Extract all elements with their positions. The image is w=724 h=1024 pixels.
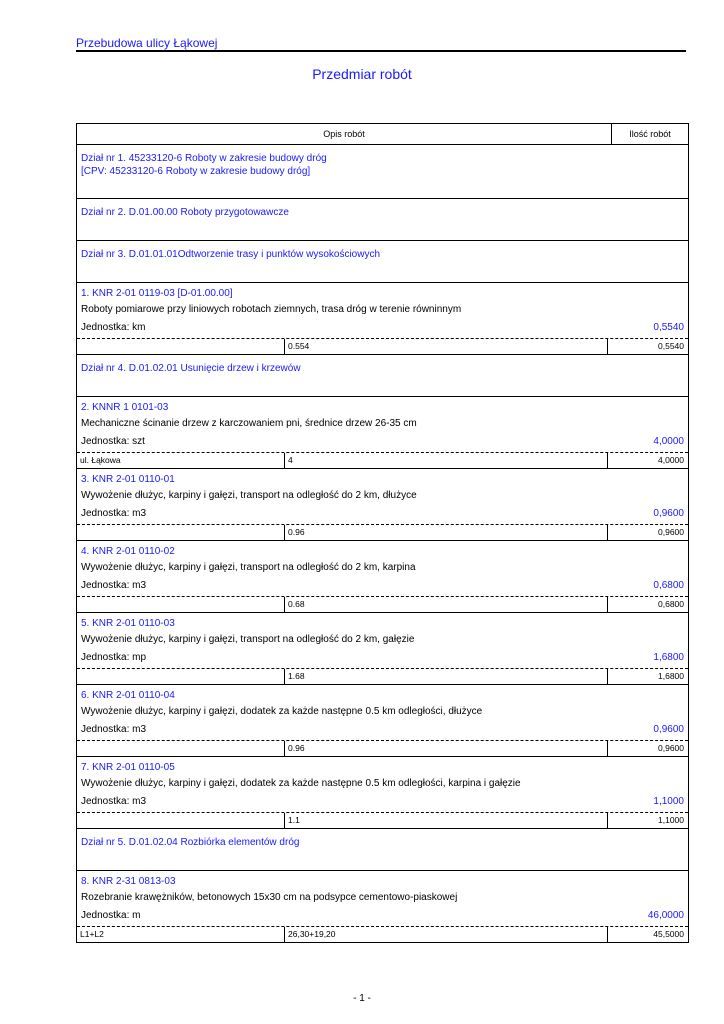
- calculation-row: [77, 813, 688, 828]
- calculation-row: [77, 597, 688, 612]
- calc-location: [77, 669, 285, 684]
- section-heading-line: Dział nr 2. D.01.00.00 Roboty przygotowawcze: [81, 207, 289, 218]
- header-divider: [76, 50, 686, 52]
- item-description: Roboty pomiarowe przy liniowych robotach ziemnych, trasa dróg w terenie równinnym: [81, 304, 462, 315]
- calculation-row: [77, 669, 688, 684]
- work-item: [77, 757, 688, 829]
- calc-location: [77, 339, 285, 354]
- section-heading-line: Dział nr 1. 45233120-6 Roboty w zakresie budowy dróg: [81, 153, 327, 164]
- item-unit: Jednostka: m3: [81, 796, 147, 807]
- calc-location: [77, 813, 285, 828]
- work-item: [77, 613, 688, 685]
- calc-location: [77, 741, 285, 756]
- item-unit-row: [77, 722, 688, 741]
- item-quantity: 1,6800: [653, 652, 684, 663]
- item-code: 5. KNR 2-01 0110-03: [81, 618, 175, 629]
- calc-result: 1,1000: [658, 815, 684, 825]
- item-unit-row: [77, 506, 688, 525]
- item-unit: Jednostka: m: [81, 910, 141, 921]
- work-item: [77, 397, 688, 469]
- work-item: [77, 871, 688, 943]
- calc-result: 45,5000: [653, 929, 684, 939]
- item-quantity: 0,9600: [653, 724, 684, 735]
- document-title: Przedmiar robót: [312, 66, 412, 82]
- work-item: [77, 541, 688, 613]
- calc-formula: 1.68: [285, 669, 608, 684]
- calculation-row: [77, 741, 688, 756]
- item-unit-row: [77, 320, 688, 339]
- section-heading-line: Dział nr 5. D.01.02.04 Rozbiórka elementów dróg: [81, 837, 300, 848]
- item-unit-row: [77, 578, 688, 597]
- item-quantity: 46,0000: [647, 910, 684, 921]
- project-title: Przebudowa ulicy Łąkowej: [76, 36, 218, 50]
- item-description: Wywożenie dłużyc, karpiny i gałęzi, transport na odległość do 2 km, gałęzie: [81, 634, 415, 645]
- calc-formula: 0.96: [285, 525, 608, 540]
- item-unit: Jednostka: szt: [81, 436, 145, 447]
- section-heading-line: [CPV: 45233120-6 Roboty w zakresie budowy dróg]: [81, 166, 311, 177]
- calc-result: 4,0000: [658, 455, 684, 465]
- calculation-row: [77, 339, 688, 354]
- calculation-row: [77, 525, 688, 540]
- item-unit: Jednostka: km: [81, 322, 146, 333]
- calc-location: [77, 597, 285, 612]
- calc-location: L1+L2: [77, 927, 285, 942]
- item-unit: Jednostka: m3: [81, 724, 147, 735]
- item-code: 8. KNR 2-31 0813-03: [81, 876, 176, 887]
- table-body: [77, 145, 688, 943]
- item-unit-row: [77, 794, 688, 813]
- calc-result: 0,9600: [658, 743, 684, 753]
- section-heading-line: Dział nr 4. D.01.02.01 Usunięcie drzew i krzewów: [81, 363, 301, 374]
- item-quantity: 0,6800: [653, 580, 684, 591]
- calc-formula: 0.68: [285, 597, 608, 612]
- item-description: Wywożenie dłużyc, karpiny i gałęzi, transport na odległość do 2 km, karpina: [81, 562, 416, 573]
- column-header-quantity: Ilość robót: [629, 129, 671, 139]
- section-heading: [77, 145, 688, 199]
- calc-formula: 0.554: [285, 339, 608, 354]
- item-description: Wywożenie dłużyc, karpiny i gałęzi, dodatek za każde następne 0.5 km odległości, karpina i gałęzie: [81, 778, 521, 789]
- column-header-description: Opis robót: [77, 124, 612, 144]
- calc-formula: 0.96: [285, 741, 608, 756]
- calc-formula: 26,30+19,20: [285, 927, 608, 942]
- calc-result: 0,9600: [658, 527, 684, 537]
- work-item: [77, 283, 688, 355]
- calc-location: [77, 525, 285, 540]
- section-heading: [77, 829, 688, 871]
- table-header: [77, 124, 688, 145]
- page-number: - 1 -: [353, 993, 371, 1004]
- item-quantity: 0,9600: [653, 508, 684, 519]
- item-unit: Jednostka: m3: [81, 580, 147, 591]
- calc-result: 0,5540: [658, 341, 684, 351]
- item-quantity: 1,1000: [653, 796, 684, 807]
- calc-formula: 1.1: [285, 813, 608, 828]
- item-unit: Jednostka: mp: [81, 652, 147, 663]
- work-item: [77, 685, 688, 757]
- item-code: 4. KNR 2-01 0110-02: [81, 546, 175, 557]
- item-code: 6. KNR 2-01 0110-04: [81, 690, 175, 701]
- item-unit-row: [77, 908, 688, 927]
- calc-formula: 4: [285, 453, 608, 468]
- calc-result: 0,6800: [658, 599, 684, 609]
- item-description: Rozebranie krawężników, betonowych 15x30 cm na podsypce cementowo-piaskowej: [81, 892, 458, 903]
- section-heading: [77, 241, 688, 283]
- works-table: [76, 123, 689, 943]
- calc-location: ul. Łąkowa: [77, 453, 285, 468]
- item-quantity: 4,0000: [653, 436, 684, 447]
- item-unit-row: [77, 434, 688, 453]
- item-code: 2. KNNR 1 0101-03: [81, 402, 169, 413]
- section-heading-line: Dział nr 3. D.01.01.01Odtworzenie trasy i punktów wysokościowych: [81, 249, 381, 260]
- work-item: [77, 469, 688, 541]
- item-quantity: 0,5540: [653, 322, 684, 333]
- item-description: Wywożenie dłużyc, karpiny i gałęzi, transport na odległość do 2 km, dłużyce: [81, 490, 417, 501]
- item-description: Wywożenie dłużyc, karpiny i gałęzi, dodatek za każde następne 0.5 km odległości, dłużyce: [81, 706, 483, 717]
- calc-result: 1,6800: [658, 671, 684, 681]
- item-code: 1. KNR 2-01 0119-03 [D-01.00.00]: [81, 288, 233, 299]
- item-unit-row: [77, 650, 688, 669]
- section-heading: [77, 199, 688, 241]
- section-heading: [77, 355, 688, 397]
- item-code: 7. KNR 2-01 0110-05: [81, 762, 175, 773]
- calculation-row: [77, 453, 688, 468]
- item-code: 3. KNR 2-01 0110-01: [81, 474, 175, 485]
- item-description: Mechaniczne ścinanie drzew z karczowaniem pni, średnice drzew 26-35 cm: [81, 418, 417, 429]
- calculation-row: [77, 927, 688, 942]
- item-unit: Jednostka: m3: [81, 508, 147, 519]
